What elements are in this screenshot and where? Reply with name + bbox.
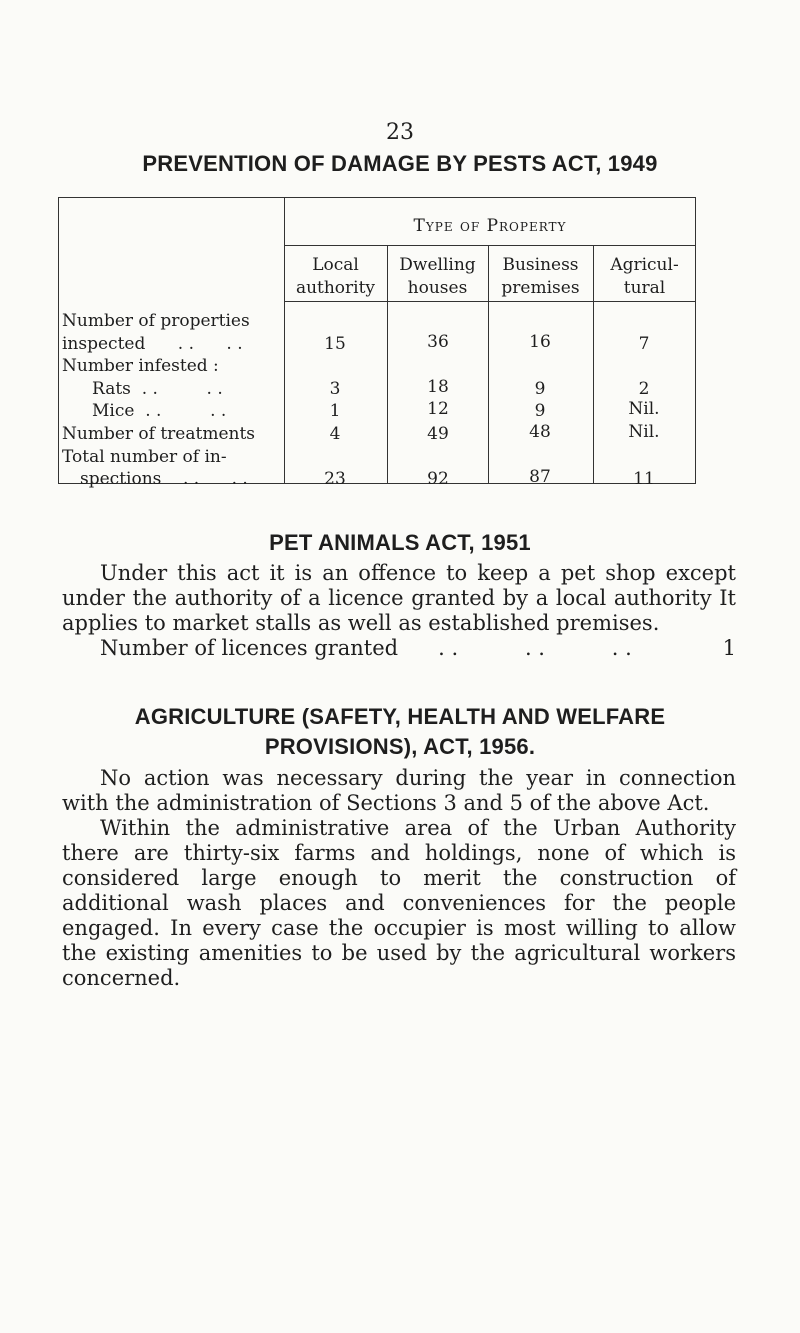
table-cell: 49 <box>427 424 449 444</box>
pet-animals-paragraph-text: Under this act it is an offence to keep a pet shop except under the authority of a licence granted by a local authority It applies to market stalls as well as established premises. <box>62 561 736 635</box>
table-cell: 18 <box>427 377 449 397</box>
row-label-rats: Rats . . . . <box>92 379 223 399</box>
table-cell: 1 <box>329 401 341 421</box>
group-header-rule <box>284 245 696 246</box>
table-cell: 11 <box>633 469 655 489</box>
col-header-local-authority <box>284 254 387 300</box>
table-right-border <box>695 197 696 484</box>
row-label-spections: spections . . . . <box>80 469 248 489</box>
table-cell: 23 <box>324 469 346 489</box>
col-header-line: Local <box>312 255 359 275</box>
column-header-rule <box>284 301 696 302</box>
table-cell: 4 <box>329 424 341 444</box>
col-header-line: houses <box>407 278 468 298</box>
table-cell: 16 <box>529 332 551 352</box>
table-cell: 87 <box>529 467 551 487</box>
table-cell: 9 <box>534 379 546 399</box>
col-header-line: Business <box>502 255 579 275</box>
agriculture-title-line: AGRICULTURE (SAFETY, HEALTH AND WELFARE <box>134 704 666 729</box>
agriculture-paragraph-1 <box>62 766 736 816</box>
col-header-line: Dwelling <box>399 255 476 275</box>
licences-granted-line <box>100 636 736 661</box>
col-header-dwelling-houses <box>387 254 488 300</box>
col-header-line: authority <box>295 278 376 298</box>
table-cell: 12 <box>427 399 449 419</box>
page-number: 23 <box>386 120 414 145</box>
col-header-business-premises <box>488 254 593 300</box>
row-label-treatments: Number of treatments <box>62 424 256 444</box>
col-header-line: Agricul- <box>610 255 679 275</box>
section-title-pests-act: PREVENTION OF DAMAGE BY PESTS ACT, 1949 <box>142 151 658 176</box>
agriculture-paragraph-2 <box>62 816 736 991</box>
col-header-agricultural <box>593 254 696 300</box>
table-cell: 2 <box>638 379 650 399</box>
agriculture-paragraph-2-text: Within the administrative area of the Urban Authority there are thirty-six farms and holdings, none of which is considered large enough to merit the construction of additional wash places and conveniences for the people engaged. In every case the occupier is most willing to allow the existing amenities to be used by the agricultural workers concerned. <box>62 816 736 990</box>
pests-table <box>58 197 696 489</box>
type-of-property-header: Type of Property <box>413 216 567 236</box>
agriculture-paragraph-1-text: No action was necessary during the year in connection with the administration of Sections 3 and 5 of the above Act. <box>62 766 736 815</box>
row-label-mice: Mice . . . . <box>92 401 227 421</box>
col-header-line: premises <box>501 278 580 298</box>
row-label-infested: Number infested : <box>62 356 219 376</box>
row-label-properties: Number of properties <box>62 311 250 331</box>
table-cell: 7 <box>638 334 650 354</box>
table-cell: Nil. <box>628 422 660 442</box>
col-header-line: tural <box>623 278 666 298</box>
table-cell: 15 <box>324 334 346 354</box>
table-cell: Nil. <box>628 399 660 419</box>
row-label-inspected: inspected . . . . <box>62 334 243 354</box>
table-cell: 92 <box>427 469 449 489</box>
pet-animals-paragraph <box>62 561 736 636</box>
licences-granted-value: 1 <box>722 636 736 660</box>
section-title-agriculture-act <box>0 702 800 762</box>
table-cell: 9 <box>534 401 546 421</box>
licences-granted-label: Number of licences granted . . . . . . <box>100 636 632 660</box>
table-cell: 36 <box>427 332 449 352</box>
section-title-pet-animals-act: PET ANIMALS ACT, 1951 <box>269 530 531 555</box>
table-top-border <box>58 197 696 198</box>
row-label-total-inspections: Total number of in- <box>62 447 227 467</box>
agriculture-title-line: PROVISIONS), ACT, 1956. <box>264 734 536 759</box>
table-left-border <box>58 197 59 484</box>
table-cell: 3 <box>329 379 341 399</box>
table-cell: 48 <box>529 422 551 442</box>
